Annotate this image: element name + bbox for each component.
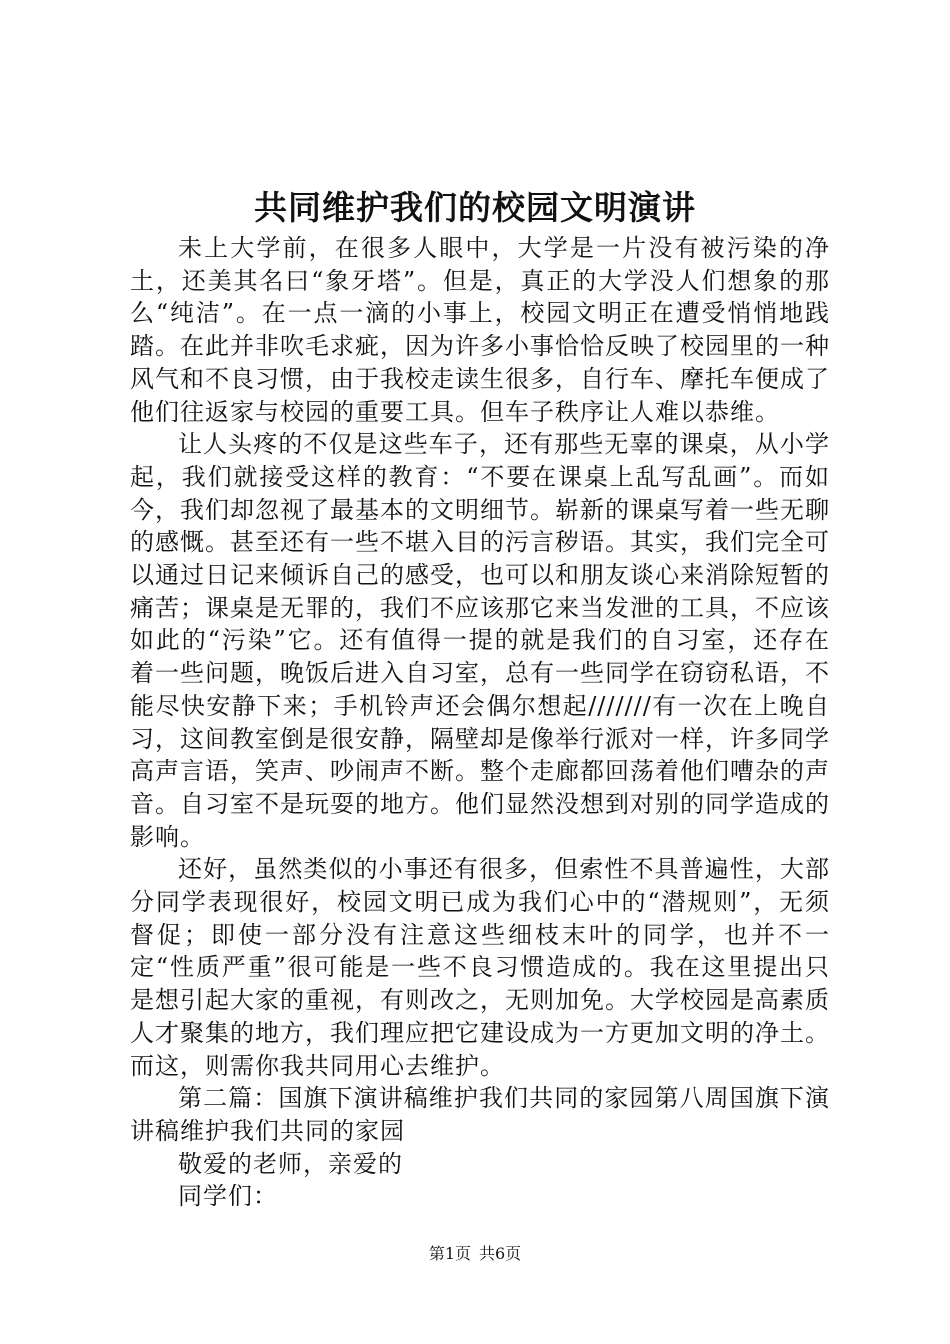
- paragraph-4: 第二篇：国旗下演讲稿维护我们共同的家园第八周国旗下演讲稿维护我们共同的家园: [130, 1084, 830, 1145]
- page-footer: [0, 1244, 950, 1264]
- paragraph-5: 敬爱的老师，亲爱的: [178, 1149, 403, 1178]
- page-number: 第1页: [428, 1244, 471, 1263]
- page-total: 共6页: [479, 1244, 522, 1263]
- paragraph-3: 还好，虽然类似的小事还有很多，但索性不具普遍性，大部分同学表现很好，校园文明已成为我们心中的“潜规则”，无须督促；即使一部分没有注意这些细枝末叶的同学，也并不一定“性质严重”很可能是一些不良习惯造成的。我在这里提出只是想引起大家的重视，有则改之，无则加免。大学校园是高素质人才聚集的地方，我们理应把它建设成为一方更加文明的净土。而这，则需你我共同用心去维护。: [130, 855, 830, 1080]
- document-body: [130, 232, 830, 1213]
- paragraph-6: 同学们：: [178, 1182, 278, 1211]
- document-title: 共同维护我们的校园文明演讲: [254, 188, 696, 227]
- paragraph-1: 未上大学前，在很多人眼中，大学是一片没有被污染的净土，还美其名曰“象牙塔”。但是，真正的大学没人们想象的那么“纯洁”。在一点一滴的小事上，校园文明正在遭受悄悄地践踏。在此并非吹毛求疵，因为许多小事恰恰反映了校园里的一种风气和不良习惯，由于我校走读生很多，自行车、摩托车便成了他们往返家与校园的重要工具。但车子秩序让人难以恭维。: [130, 234, 830, 426]
- paragraph-2: 让人头疼的不仅是这些车子，还有那些无辜的课桌，从小学起，我们就接受这样的教育：“不要在课桌上乱写乱画”。而如今，我们却忽视了最基本的文明细节。崭新的课桌写着一些无聊的感慨。甚至还有一些不堪入目的污言秽语。其实，我们完全可以通过日记来倾诉自己的感受，也可以和朋友谈心来消除短暂的痛苦；课桌是无罪的，我们不应该那它来当发泄的工具，不应该如此的“污染”它。还有值得一提的就是我们的自习室，还存在着一些问题，晚饭后进入自习室，总有一些同学在窃窃私语，不能尽快安静下来；手机铃声还会偶尔想起///////有一次在上晚自习，这间教室倒是很安静，隔壁却是像举行派对一样，许多同学高声言语，笑声、吵闹声不断。整个走廊都回荡着他们嘈杂的声音。自习室不是玩耍的地方。他们显然没想到对别的同学造成的影响。: [130, 430, 830, 851]
